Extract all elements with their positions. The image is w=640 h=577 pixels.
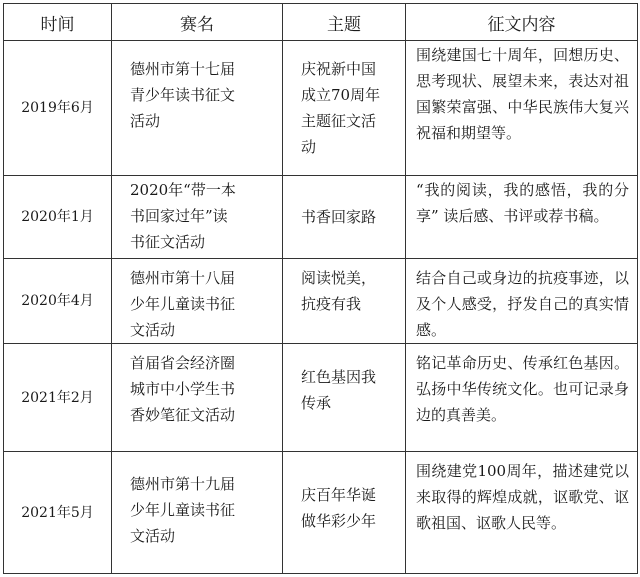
theme-text: 书香回家路 bbox=[301, 208, 377, 226]
header-row bbox=[4, 4, 638, 41]
table-row bbox=[4, 452, 638, 574]
time-cell: 2020年1月 bbox=[4, 176, 112, 259]
content-text: 铭记革命历史、传承红色基因。弘扬中华传统文化。也可记录身边的真善美。 bbox=[416, 354, 629, 424]
theme-cell bbox=[283, 41, 406, 176]
name-cell bbox=[112, 176, 283, 259]
name-text: 2020年“带一本 书回家过年”读 书征文活动 bbox=[130, 181, 236, 251]
theme-text: 庆祝新中国 成立70周年 主题征文活 动 bbox=[301, 60, 381, 156]
content-cell bbox=[406, 344, 638, 452]
name-cell bbox=[112, 41, 283, 176]
name-cell bbox=[112, 259, 283, 344]
name-cell bbox=[112, 344, 283, 452]
content-text: 围绕建党100周年，描述建党以来取得的辉煌成就，讴歌党、讴歌祖国、讴歌人民等。 bbox=[416, 462, 629, 532]
header-theme: 主题 bbox=[283, 4, 406, 41]
theme-text: 红色基因我 传承 bbox=[301, 368, 377, 412]
time-cell: 2021年2月 bbox=[4, 344, 112, 452]
content-cell bbox=[406, 41, 638, 176]
time-cell: 2019年6月 bbox=[4, 41, 112, 176]
content-text: 围绕建国七十周年，回想历史、思考现状、展望未来，表达对祖国繁荣富强、中华民族伟大复兴祝福和期望等。 bbox=[416, 46, 629, 142]
theme-text: 庆百年华诞 做华彩少年 bbox=[301, 486, 377, 530]
contest-table bbox=[3, 3, 638, 574]
name-cell bbox=[112, 452, 283, 574]
time-cell: 2020年4月 bbox=[4, 259, 112, 344]
table-row bbox=[4, 176, 638, 259]
name-text: 德州市第十八届 少年儿童读书征 文活动 bbox=[130, 269, 236, 339]
content-cell bbox=[406, 452, 638, 574]
content-cell bbox=[406, 176, 638, 259]
header-time: 时间 bbox=[4, 4, 112, 41]
theme-cell bbox=[283, 259, 406, 344]
name-text: 德州市第十九届 少年儿童读书征 文活动 bbox=[130, 475, 236, 545]
content-text: 结合自己或身边的抗疫事迹，以及个人感受，抒发自己的真实情感。 bbox=[416, 269, 629, 339]
name-text: 首届省会经济圈 城市中小学生书 香妙笔征文活动 bbox=[130, 354, 236, 424]
header-name: 赛名 bbox=[112, 4, 283, 41]
theme-cell bbox=[283, 452, 406, 574]
content-cell bbox=[406, 259, 638, 344]
theme-cell bbox=[283, 176, 406, 259]
table-row bbox=[4, 344, 638, 452]
header-content: 征文内容 bbox=[406, 4, 638, 41]
table-row bbox=[4, 259, 638, 344]
table-row bbox=[4, 41, 638, 176]
content-text: “我的阅读，我的感悟，我的分享” 读后感、书评或荐书稿。 bbox=[416, 181, 629, 225]
name-text: 德州市第十七届 青少年读书征文 活动 bbox=[130, 60, 236, 130]
time-cell: 2021年5月 bbox=[4, 452, 112, 574]
theme-text: 阅读悦美， 抗疫有我 bbox=[301, 269, 377, 313]
theme-cell bbox=[283, 344, 406, 452]
